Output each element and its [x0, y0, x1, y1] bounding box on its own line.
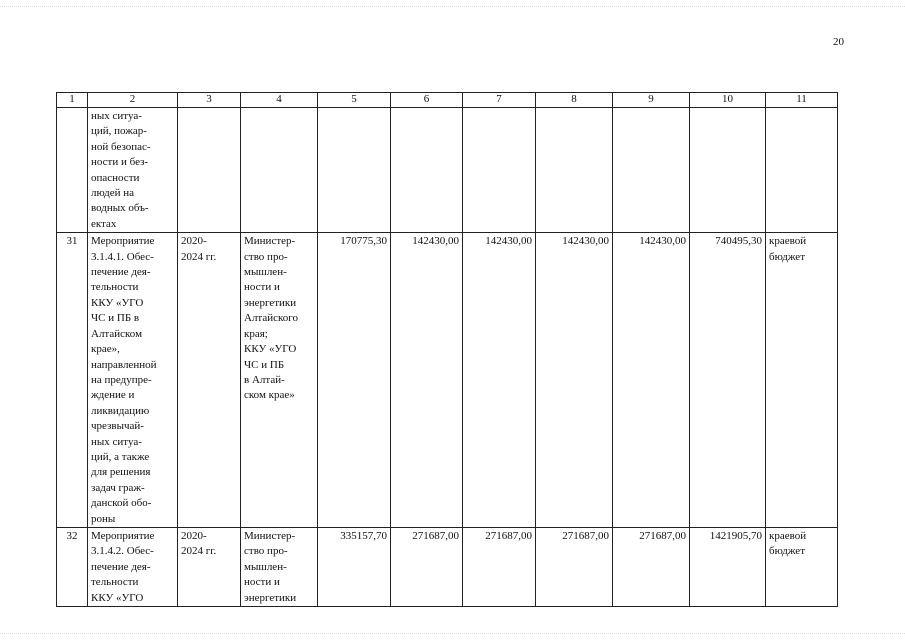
cell-2021: 271687,00 — [391, 527, 463, 606]
cell-source: краевой бюджет — [766, 527, 838, 606]
table-row-32 — [57, 527, 838, 606]
table-row-31 — [57, 233, 838, 528]
header-col-5: 5 — [318, 93, 391, 108]
scan-artifact-bottom — [0, 633, 905, 638]
header-col-9: 9 — [613, 93, 690, 108]
scan-artifact-top — [0, 0, 905, 7]
cell-2021: 142430,00 — [391, 233, 463, 528]
cell-total: 1421905,70 — [690, 527, 766, 606]
cell-2020 — [318, 108, 391, 233]
cell-2023: 271687,00 — [536, 527, 613, 606]
header-col-1: 1 — [57, 93, 88, 108]
header-col-6: 6 — [391, 93, 463, 108]
cell-2024: 142430,00 — [613, 233, 690, 528]
cell-source — [766, 108, 838, 233]
cell-2020: 170775,30 — [318, 233, 391, 528]
budget-table — [56, 92, 838, 607]
cell-period: 2020- 2024 гг. — [178, 527, 241, 606]
page-number: 20 — [833, 36, 844, 48]
cell-name: Мероприятие 3.1.4.1. Обес- печение дея- тельности ККУ «УГО ЧС и ПБ в Алтайском крае», направленной на предупре- ждение и ликвидацию чрезвычай- ных ситуа- ций, а также для решения задач граж- данской обо- роны — [88, 233, 178, 528]
cell-total: 740495,30 — [690, 233, 766, 528]
cell-2022: 271687,00 — [463, 527, 536, 606]
cell-executor: Министер- ство про- мышлен- ности и энергетики — [241, 527, 318, 606]
cell-executor — [241, 108, 318, 233]
header-col-10: 10 — [690, 93, 766, 108]
header-col-4: 4 — [241, 93, 318, 108]
cell-executor: Министер- ство про- мышлен- ности и энергетики Алтайского края; ККУ «УГО ЧС и ПБ в Алтай- ском крае» — [241, 233, 318, 528]
cell-2024: 271687,00 — [613, 527, 690, 606]
cell-2022: 142430,00 — [463, 233, 536, 528]
cell-2020: 335157,70 — [318, 527, 391, 606]
cell-no: 31 — [57, 233, 88, 528]
cell-2023 — [536, 108, 613, 233]
cell-2022 — [463, 108, 536, 233]
cell-no — [57, 108, 88, 233]
cell-2023: 142430,00 — [536, 233, 613, 528]
header-col-7: 7 — [463, 93, 536, 108]
cell-name: Мероприятие 3.1.4.2. Обес- печение дея- тельности ККУ «УГО — [88, 527, 178, 606]
cell-period: 2020- 2024 гг. — [178, 233, 241, 528]
cell-name: ных ситуа- ций, пожар- ной безопас- ности и без- опасности людей на водных объ- ектах — [88, 108, 178, 233]
cell-total — [690, 108, 766, 233]
table-row-continuation — [57, 108, 838, 233]
cell-2021 — [391, 108, 463, 233]
header-col-8: 8 — [536, 93, 613, 108]
cell-source: краевой бюджет — [766, 233, 838, 528]
header-row — [57, 93, 838, 108]
cell-period — [178, 108, 241, 233]
cell-no: 32 — [57, 527, 88, 606]
header-col-3: 3 — [178, 93, 241, 108]
cell-2024 — [613, 108, 690, 233]
header-col-11: 11 — [766, 93, 838, 108]
header-col-2: 2 — [88, 93, 178, 108]
